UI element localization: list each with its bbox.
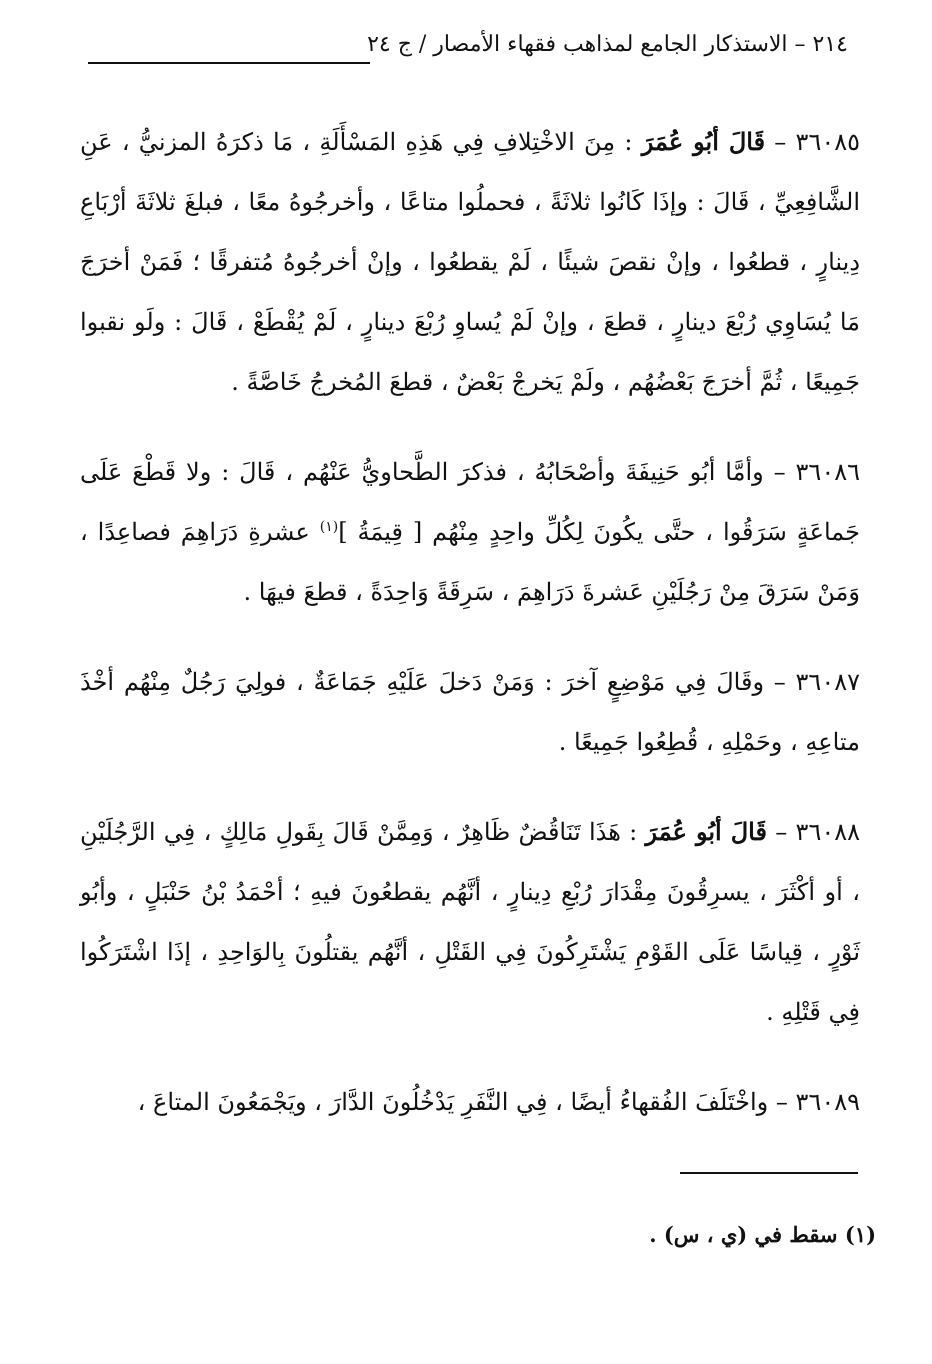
paragraph-text-continued: عشرةِ دَرَاهِمَ فصاعِدًا ، وَمَنْ سَرَقَ مِنْ رَجُلَيْنِ عَشرةَ دَرَاهِمَ ، سَرِقَةً وَاحِدَةً ، قطعَ فيهَا . [80, 518, 860, 606]
main-text [80, 112, 860, 1162]
paragraph-36088 [80, 802, 860, 1042]
paragraph-number: ٣٦٠٨٨ [795, 818, 860, 846]
paragraph-36086 [80, 442, 860, 622]
paragraph-number: ٣٦٠٨٦ [795, 458, 860, 486]
header-title: ٢١٤ – الاستذكار الجامع لمذاهب فقهاء الأمصار / ج ٢٤ [367, 32, 848, 57]
paragraph-number: ٣٦٠٨٩ [795, 1088, 860, 1116]
paragraph-36087 [80, 652, 860, 772]
paragraph-dash: – [764, 668, 796, 696]
paragraph-text: وقَالَ فِي مَوْضِعٍ آخرَ : وَمَنْ دَخلَ عَلَيْهِ جَمَاعَةٌ ، فولِيَ رَجُلٌ مِنْهُم أخْذَ متاعِهِ ، وحَمْلِهِ ، قُطِعُوا جَمِيعًا . [80, 668, 860, 756]
paragraph-36085 [80, 112, 860, 412]
paragraph-text: وأمَّا أبُو حَنِيفَةَ وأصْحَابُهُ ، فذكرَ الطَّحاويُّ عَنْهُم ، قَالَ : ولا قَطْعَ عَلَى جَماعَةٍ سَرَقُوا ، حتَّى يكُونَ لِكُلِّ واحِدٍ مِنْهُم [ قِيمَةُ ] [80, 458, 860, 546]
header-rule [88, 62, 370, 64]
footnote-reference[interactable]: (١) [319, 519, 339, 535]
paragraph-text: : هَذَا تَنَاقُضٌ ظَاهِرٌ ، وَمِمَّنْ قَالَ بِقَولِ مَالِكٍ ، فِي الرَّجُلَيْنِ ، أو أكْثَرَ ، يسرِقُونَ مِقْدَارَ رُبْعِ دِينارٍ ، أنَّهُم يقطعُونَ فيهِ ؛ أحْمَدُ بْنُ حَنْبَلٍ ، وأبُو ثَوْرٍ ، قِياسًا عَلَى القَوْمِ يَشْتَرِكُونَ فِي القَتْلِ ، أنَّهُم يقتلُونَ بِالوَاحِدِ ، إذَا اشْتَرَكُوا فِي قَتْلِهِ . [80, 818, 860, 1026]
footnote: (١) سقط في (ي ، س) . [649, 1222, 876, 1247]
paragraph-dash: – [766, 818, 796, 846]
paragraph-dash: – [763, 458, 796, 486]
paragraph-text: : مِنَ الاخْتِلافِ فِي هَذِهِ المَسْأَلَةِ ، مَا ذكرَهُ المزنيُّ ، عَنِ الشَّافِعِيِّ ، قَالَ : وإذَا كَانُوا ثلاثَةً ، فحملُوا متاعًا ، وأخرجُوهُ معًا ، فبلغَ ثلاثَةَ أرْبَاعِ دِينارٍ ، قطعُوا ، وإنْ نقصَ شيئًا ، لَمْ يقطعُوا ، وإنْ أخرجُوهُ مُتفرقًا ؛ فَمَنْ أخرَجَ مَا يُسَاوِي رُبْعَ دينارٍ ، قطعَ ، وإنْ لَمْ يُساوِ رُبْعَ دينارٍ ، لَمْ يُقْطَعْ ، قَالَ : ولَو نقبوا جَمِيعًا ، ثُمَّ أخرَجَ بَعْضُهُم ، ولَمْ يَخرجْ بَعْضٌ ، قطعَ المُخرجُ خَاصَّةً . [80, 128, 860, 396]
paragraph-dash: – [765, 128, 796, 156]
paragraph-dash: – [768, 1088, 796, 1116]
footnote-separator [680, 1172, 858, 1174]
speaker-label: قَالَ أبُو عُمَرَ [645, 817, 767, 846]
paragraph-36089 [80, 1072, 860, 1132]
paragraph-number: ٣٦٠٨٥ [795, 128, 860, 156]
speaker-label: قَالَ أبُو عُمَرَ [641, 127, 766, 156]
paragraph-text: واخْتَلَفَ الفُقهاءُ أيضًا ، فِي النَّفَرِ يَدْخُلُونَ الدَّارَ ، ويَجْمَعُونَ المتاعَ ، [137, 1088, 769, 1116]
running-header [88, 28, 848, 72]
paragraph-number: ٣٦٠٨٧ [795, 668, 860, 696]
